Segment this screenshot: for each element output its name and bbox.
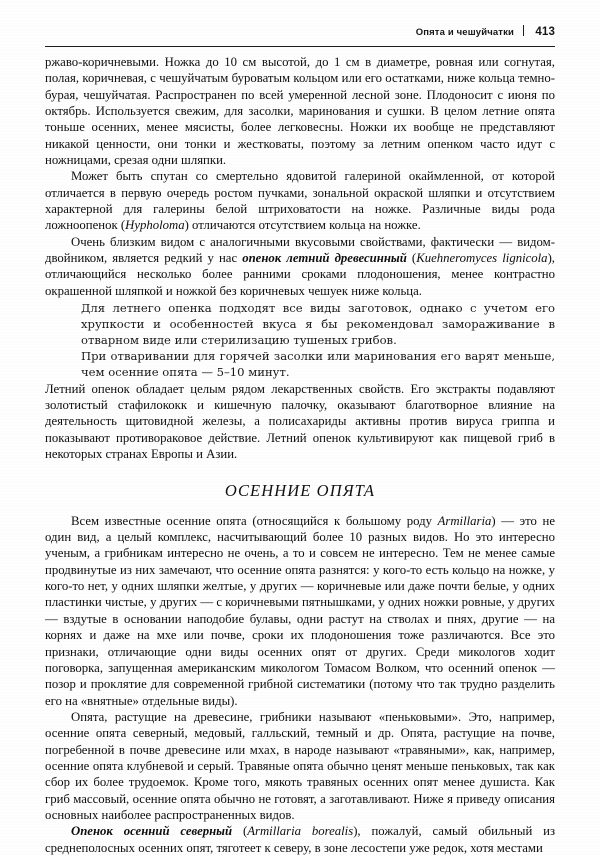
species-name-kuehneromyces-lignicola: Kuehneromyces lignicola [416, 251, 548, 266]
page-number: 413 [535, 26, 555, 38]
species-common-name-opyonok-severny: Опенок осенний северный [71, 824, 233, 839]
text-run: Может быть спутан со смертельно ядовитой галериной окаймленной, от которой отличается в первую очередь ростом пучками, зональной окраской шляпки и отсутствием характерной для галерины белой штриховатости на ножке. Различные виды рода ложноопенок ( [45, 169, 555, 233]
header-separator-icon [523, 25, 524, 36]
text-run: ), отличающийся несколько более ранними сроками плодоношения, менее контрастно окрашенной шляпкой и ножкой без коричневых чешуек ниже кольца. [45, 251, 555, 298]
genus-name-armillaria: Armillaria [437, 513, 492, 528]
paragraph-continued: ржаво-коричневыми. Ножка до 10 см высотой, до 1 см в диаметре, ровная или согнутая, полая, коричневая, с чешуйчатым буроватым кольцом или его остатками, ниже кольца темно-бурая, чешуйчатая. Распространен по всей умеренной лесной зоне. Плодоносит с июня по октябрь. Используется свежим, для засолки, маринования и сушки. В целом летние опята тоньше осенних, менее мясисты, более легковесны. Ножки их вообще не представляют никакой ценности, они тонки и жестковаты, поэтому за летним опенком часто идут с ножницами, срезая одни шляпки. [45, 55, 555, 168]
section-heading: ОСЕННИЕ ОПЯТА [224, 481, 376, 501]
header-chapter-title: Опята и чешуйчатки [415, 27, 514, 38]
species-name-armillaria-borealis: Armillaria borealis [247, 824, 354, 839]
header-divider [45, 46, 555, 47]
text-run: ( [232, 824, 248, 839]
text-run: Всем известные осенние опята (относящийся к большому роду [71, 513, 438, 528]
paragraph-armillaria-borealis [45, 823, 555, 856]
text-run: Очень близким видом с аналогичными вкусовыми свойствами, фактически — видом-двойником, является редкий у нас [45, 234, 555, 266]
text-run: ), пожалуй, самый обильный из среднеполосных осенних опят, тяготеет к северу, в зоне лесостепи уже редок, хотя местами [45, 824, 555, 855]
text-run: ) отличаются отсутствием кольца на ножке. [184, 218, 421, 233]
paragraph-kuehneromyces [45, 234, 555, 299]
page-body [45, 54, 555, 856]
paragraph-medicinal: Летний опенок обладает целым рядом лекарственных свойств. Его экстракты подавляют золотистый стафилококк и кишечную палочку, оказывают благотворное влияние на деятельность щитовидной железы, а полисахариды активны против вируса гриппа и показывают противораковое действие. Летний опенок культивируют как пищевой гриб в некоторых странах Европы и Азии. [45, 381, 555, 462]
paragraph-galerina [45, 168, 555, 233]
text-run: ) — это не один вид, а целый комплекс, насчитывающий более 10 разных видов. Но это интересно ученым, а грибникам интересно не очень, а то и совсем не интересно. Тем не менее самые продвинутые из них замечают, что осенние опята разнятся: у кого-то есть кольцо на ножке, у кого-то нет, у одних шляпки желтые, у других — коричневые или даже почти белые, у одних пластинки чистые, у других — с коричневыми пятнышками, у одних ножки ровные, у других — вздутые в основании наподобие булавы, одни растут на стволах и пнях, другие — на корнях и даже на мхе или почве, сроки их плодоношения тоже различаются. Все это признаки, отличающие одни виды осенних опят от других. Среди микологов ходит поговорка, запущенная американским микологом Томасом Волком, что осенний опенок — позор и проклятие для современной грибной систематики (потому что так трудно разделить его на «внятные» отдельные виды). [45, 513, 555, 708]
paragraph-armillaria-intro [45, 513, 555, 709]
note-preparation: Для летнего опенка подходят все виды заготовок, однако с учетом его хрупкости и особенностей вкуса я бы рекомендовал замораживание в отварном виде или стерилизацию тушеных грибов. [81, 301, 555, 347]
note-block [45, 301, 555, 381]
note-boiling-time: При отваривании для горячей засолки или маринования его варят меньше, чем осенние опята — 5–10 минут. [81, 348, 555, 379]
paragraph-penkovye-travyanye: Опята, растущие на древесине, грибники называют «пеньковыми». Это, например, осенние опята северный, медовый, галльский, темный и др. Опята, растущие на почве, погребенной в почве древесине или мхах, в народе называют «травяными», как, например, осенние опята клубневой и серый. Травяные опята обычно ценят меньше пеньковых, так как сбор их более трудоемок. Кроме того, мякоть травяных осенних опят менее душиста. Как гриб массовый, осенние опята обычно не готовят, а заготавливают. Ниже я приведу описания основных наиболее распространенных видов. [45, 709, 555, 822]
text-run: ( [406, 251, 417, 266]
species-name-hypholoma: Hypholoma [125, 218, 185, 233]
species-common-name-opyonok-letniy: опенок летний древесинный [242, 251, 407, 266]
running-header [45, 24, 555, 46]
